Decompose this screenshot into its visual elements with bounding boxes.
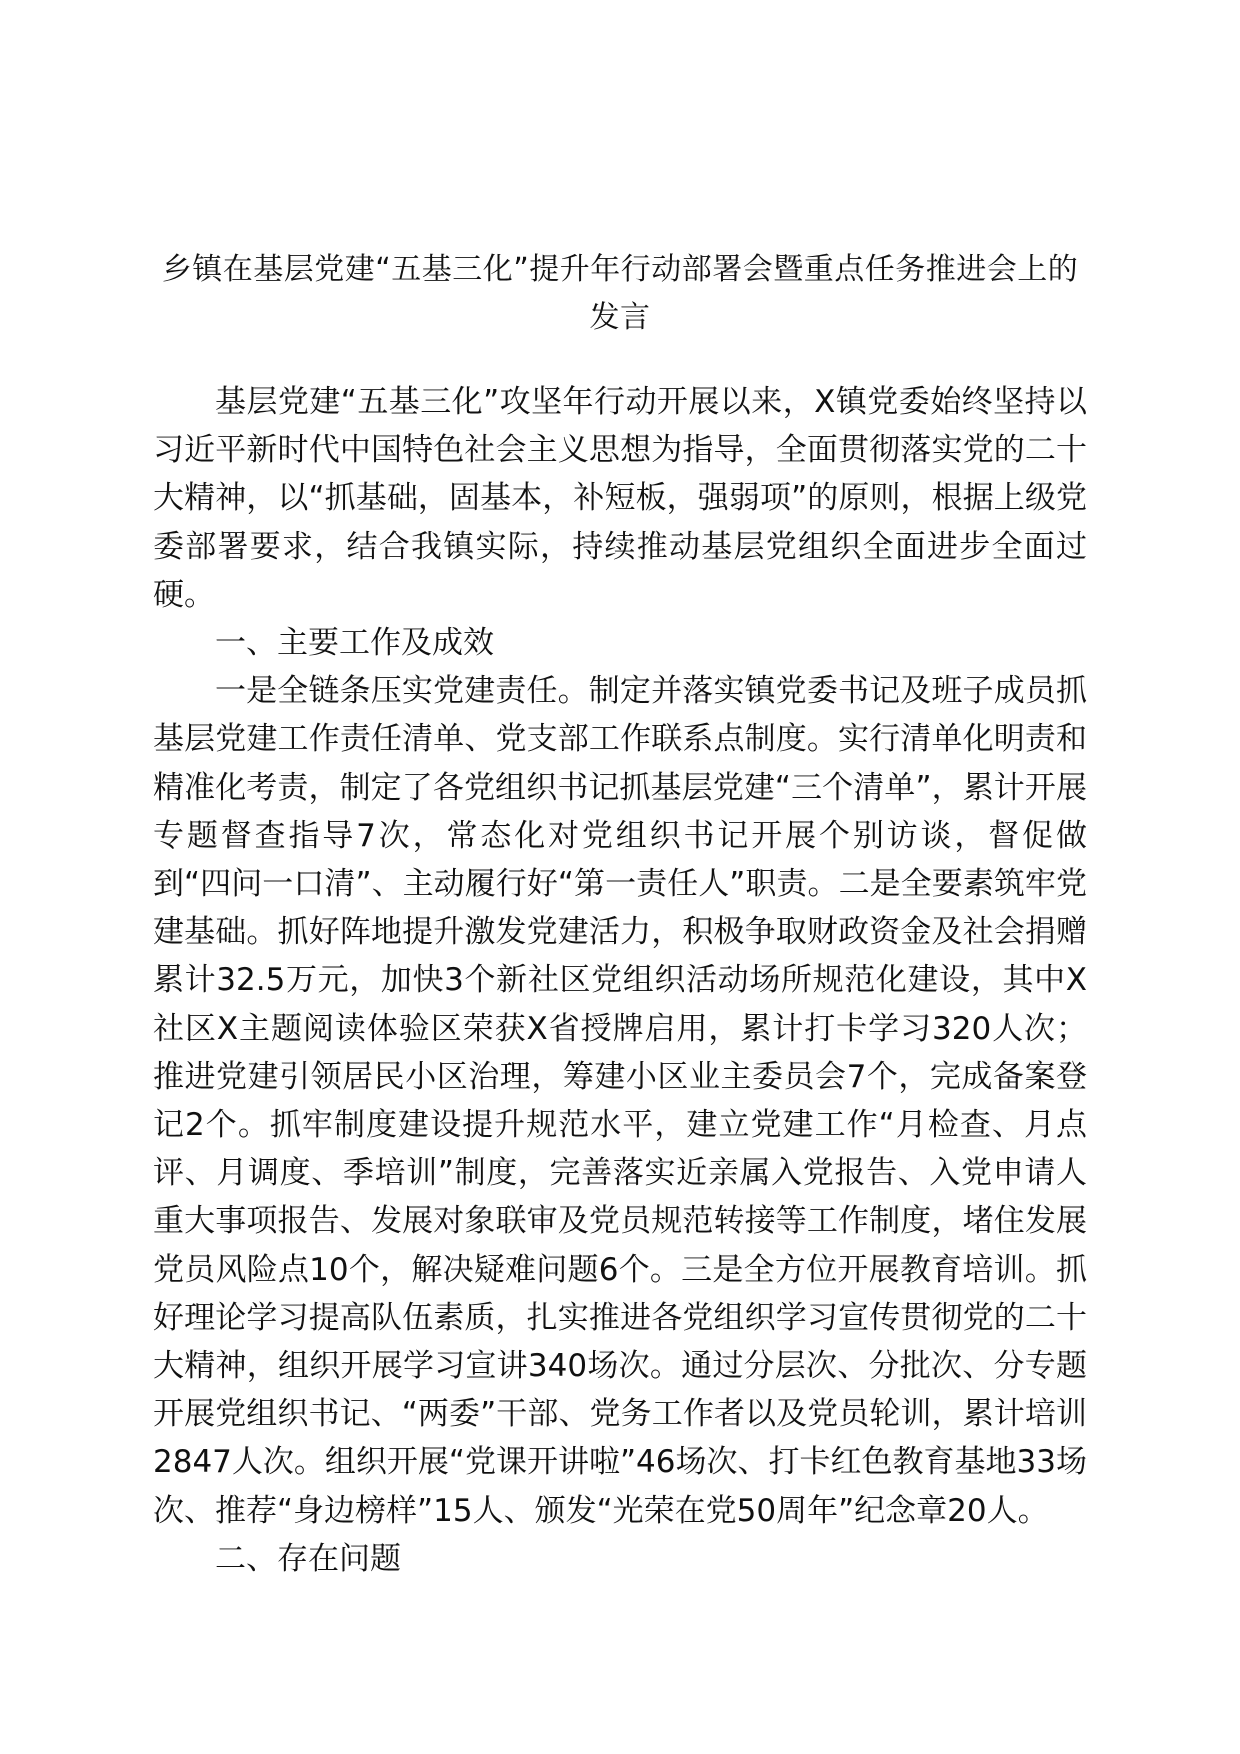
section-heading-problems: 二、存在问题: [215, 1540, 401, 1577]
achievements-paragraph: 一是全链条压实党建责任。制定并落实镇党委书记及班子成员抓基层党建工作责任清单、党支部工作联系点制度。实行清单化明责和精准化考责，制定了各党组织书记抓基层党建“三个清单”，累计开展专题督查指导7次，常态化对党组织书记开展个别访谈，督促做到“四问一口清”、主动履行好“第一责任人”职责。二是全要素筑牢党建基础。抓好阵地提升激发党建活力，积极争取财政资金及社会捐赠累计32.5万元，加快3个新社区党组织活动场所规范化建设，其中X社区X主题阅读体验区荣获X省授牌启用，累计打卡学习320人次；推进党建引领居民小区治理，筹建小区业主委员会7个，完成备案登记2个。抓牢制度建设提升规范水平，建立党建工作“月检查、月点评、月调度、季培训”制度，完善落实近亲属入党报告、入党申请人重大事项报告、发展对象联审及党员规范转接等工作制度，堵住发展党员风险点10个，解决疑难问题6个。三是全方位开展教育培训。抓好理论学习提高队伍素质，扎实推进各党组织学习宣传贯彻党的二十大精神，组织开展学习宣讲340场次。通过分层次、分批次、分专题开展党组织书记、“两委”干部、党务工作者以及党员轮训，累计培训2847人次。组织开展“党课开讲啦”46场次、打卡红色教育基地33场次、推荐“身边榜样”15人、颁发“光荣在党50周年”纪念章20人。: [153, 673, 1087, 1529]
section-heading-achievements: 一、主要工作及成效: [215, 625, 494, 662]
document-title: 乡镇在基层党建“五基三化”提升年行动部署会暨重点任务推进会上的发言: [161, 252, 1079, 335]
document-body: [153, 378, 1087, 1583]
intro-paragraph: 基层党建“五基三化”攻坚年行动开展以来，X镇党委始终坚持以习近平新时代中国特色社会主义思想为指导，全面贯彻落实党的二十大精神，以“抓基础，固基本，补短板，强弱项”的原则，根据上级党委部署要求，结合我镇实际，持续推动基层党组织全面进步全面过硬。: [153, 384, 1087, 613]
